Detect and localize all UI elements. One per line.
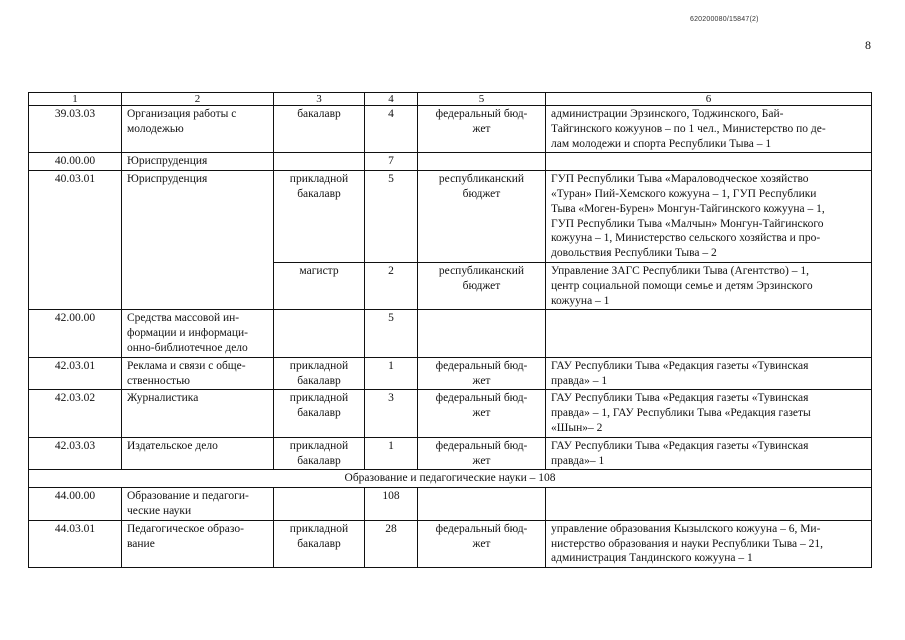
employers bbox=[546, 153, 872, 171]
specialty-code: 42.00.00 bbox=[29, 310, 122, 357]
quota-count: 7 bbox=[365, 153, 418, 171]
budget-source bbox=[418, 488, 546, 521]
budget-source: республиканский бюджет bbox=[418, 262, 546, 309]
education-level: прикладной бакалавр bbox=[274, 520, 365, 567]
quota-count: 1 bbox=[365, 357, 418, 390]
employers bbox=[546, 310, 872, 357]
quota-count: 2 bbox=[365, 262, 418, 309]
education-level: магистр bbox=[274, 262, 365, 309]
education-level bbox=[274, 153, 365, 171]
education-level: прикладной бакалавр bbox=[274, 357, 365, 390]
quota-count: 108 bbox=[365, 488, 418, 521]
section-title: Образование и педагогические науки – 108 bbox=[29, 470, 872, 488]
quota-count: 3 bbox=[365, 390, 418, 437]
quota-count: 5 bbox=[365, 310, 418, 357]
specialty-name: Образование и педагоги- ческие науки bbox=[122, 488, 274, 521]
employers bbox=[546, 488, 872, 521]
budget-source: федеральный бюд- жет bbox=[418, 520, 546, 567]
specialty-code: 44.00.00 bbox=[29, 488, 122, 521]
table-row bbox=[29, 171, 872, 263]
table-row bbox=[29, 390, 872, 437]
specialty-name: Юриспруденция bbox=[122, 153, 274, 171]
budget-source: федеральный бюд- жет bbox=[418, 357, 546, 390]
specialty-code: 42.03.01 bbox=[29, 357, 122, 390]
education-level bbox=[274, 310, 365, 357]
budget-source bbox=[418, 153, 546, 171]
specialty-name: Реклама и связи с обще- ственностью bbox=[122, 357, 274, 390]
education-level: прикладной бакалавр bbox=[274, 437, 365, 470]
budget-source: федеральный бюд- жет bbox=[418, 437, 546, 470]
table-row bbox=[29, 310, 872, 357]
education-level: прикладной бакалавр bbox=[274, 171, 365, 263]
employers: администрации Эрзинского, Тоджинского, Бай- Тайгинского кожуунов – по 1 чел., Министерство по де- лам молодежи и спорта Республики Тыва – 1 bbox=[546, 106, 872, 153]
table-row bbox=[29, 488, 872, 521]
document-id: 620200080/15847(2) bbox=[690, 16, 759, 23]
column-number: 1 bbox=[29, 93, 122, 106]
specialty-name: Юриспруденция bbox=[122, 171, 274, 310]
table-row bbox=[29, 437, 872, 470]
specialty-name: Организация работы с молодежью bbox=[122, 106, 274, 153]
employers: ГУП Республики Тыва «Мараловодческое хозяйство «Туран» Пий-Хемского кожууна – 1, ГУП Республики Тыва «Моген-Бурен» Монгун-Тайгинского кожууна – 1, ГУП Республики Тыва «Малчын» Монгун-Тайгинского кожууна – 1, Министерство сельского хозяйства и про- довольствия Республики Тыва – 2 bbox=[546, 171, 872, 263]
section-row bbox=[29, 470, 872, 488]
specialty-code: 44.03.01 bbox=[29, 520, 122, 567]
specialty-name: Издательское дело bbox=[122, 437, 274, 470]
specialty-name: Педагогическое образо- вание bbox=[122, 520, 274, 567]
specialty-code: 42.03.03 bbox=[29, 437, 122, 470]
employers: ГАУ Республики Тыва «Редакция газеты «Тувинская правда»– 1 bbox=[546, 437, 872, 470]
specialty-code: 40.03.01 bbox=[29, 171, 122, 310]
page-number: 8 bbox=[865, 38, 871, 52]
budget-source: федеральный бюд- жет bbox=[418, 106, 546, 153]
employers: ГАУ Республики Тыва «Редакция газеты «Тувинская правда» – 1, ГАУ Республики Тыва «Редакция газеты «Шын»– 2 bbox=[546, 390, 872, 437]
specialty-code: 39.03.03 bbox=[29, 106, 122, 153]
specialty-code: 40.00.00 bbox=[29, 153, 122, 171]
specialty-code: 42.03.02 bbox=[29, 390, 122, 437]
column-number: 3 bbox=[274, 93, 365, 106]
table-row bbox=[29, 357, 872, 390]
employers: Управление ЗАГС Республики Тыва (Агентство) – 1, центр социальной помощи семье и детям Эрзинского кожууна – 1 bbox=[546, 262, 872, 309]
employers: управление образования Кызылского кожууна – 6, Ми- нистерство образования и науки Республики Тыва – 21, администрация Тандинского кожууна – 1 bbox=[546, 520, 872, 567]
education-level bbox=[274, 488, 365, 521]
column-number-row bbox=[29, 93, 872, 106]
education-level: прикладной бакалавр bbox=[274, 390, 365, 437]
table-row bbox=[29, 153, 872, 171]
column-number: 4 bbox=[365, 93, 418, 106]
column-number: 6 bbox=[546, 93, 872, 106]
quota-count: 4 bbox=[365, 106, 418, 153]
quota-count: 1 bbox=[365, 437, 418, 470]
table-row bbox=[29, 520, 872, 567]
budget-source bbox=[418, 310, 546, 357]
budget-source: республиканский бюджет bbox=[418, 171, 546, 263]
quota-table bbox=[28, 92, 872, 568]
column-number: 2 bbox=[122, 93, 274, 106]
column-number: 5 bbox=[418, 93, 546, 106]
budget-source: федеральный бюд- жет bbox=[418, 390, 546, 437]
education-level: бакалавр bbox=[274, 106, 365, 153]
employers: ГАУ Республики Тыва «Редакция газеты «Тувинская правда» – 1 bbox=[546, 357, 872, 390]
specialty-name: Средства массовой ин- формации и информаци- онно-библиотечное дело bbox=[122, 310, 274, 357]
quota-count: 5 bbox=[365, 171, 418, 263]
specialty-name: Журналистика bbox=[122, 390, 274, 437]
table-row bbox=[29, 106, 872, 153]
quota-count: 28 bbox=[365, 520, 418, 567]
